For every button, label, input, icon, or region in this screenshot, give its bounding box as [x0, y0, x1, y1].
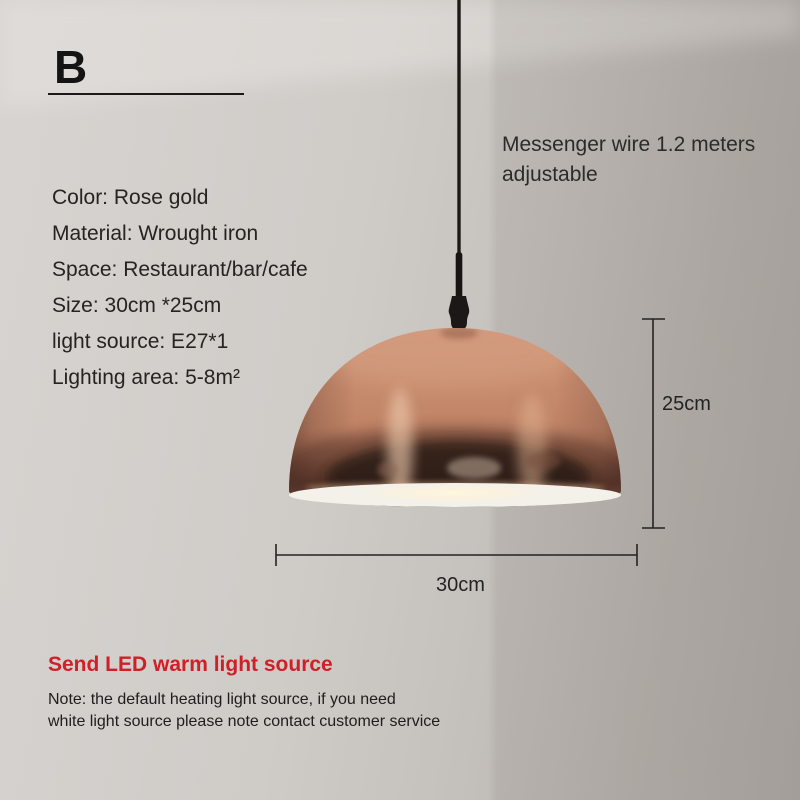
note-text [48, 689, 440, 733]
pendant-cord [457, 0, 460, 258]
note-line2: white light source please note contact customer service [48, 713, 441, 730]
promo-text: Send LED warm light source [48, 653, 333, 676]
cord-lower-segment [456, 252, 463, 300]
variant-label: B [54, 41, 88, 93]
note-line1: Note: the default heating light source, if you need [48, 691, 396, 708]
cord-socket-connector [449, 296, 470, 330]
spec-material: Material: Wrought iron [52, 222, 259, 245]
spec-color: Color: Rose gold [52, 186, 209, 209]
spec-size: Size: 30cm *25cm [52, 294, 222, 317]
height-dimension-label: 25cm [662, 393, 711, 415]
spec-space: Space: Restaurant/bar/cafe [52, 258, 308, 281]
width-dimension-label: 30cm [436, 574, 485, 596]
wire-callout [502, 130, 755, 190]
spec-list [52, 180, 308, 396]
wire-callout-line1: Messenger wire 1.2 meters [502, 133, 756, 156]
spec-lighting-area: Lighting area: 5-8m² [52, 366, 240, 389]
variant-underline [48, 93, 244, 95]
spec-light-source: light source: E27*1 [52, 330, 229, 353]
wire-callout-line2: adjustable [502, 163, 598, 186]
bulb-glow [356, 484, 548, 502]
